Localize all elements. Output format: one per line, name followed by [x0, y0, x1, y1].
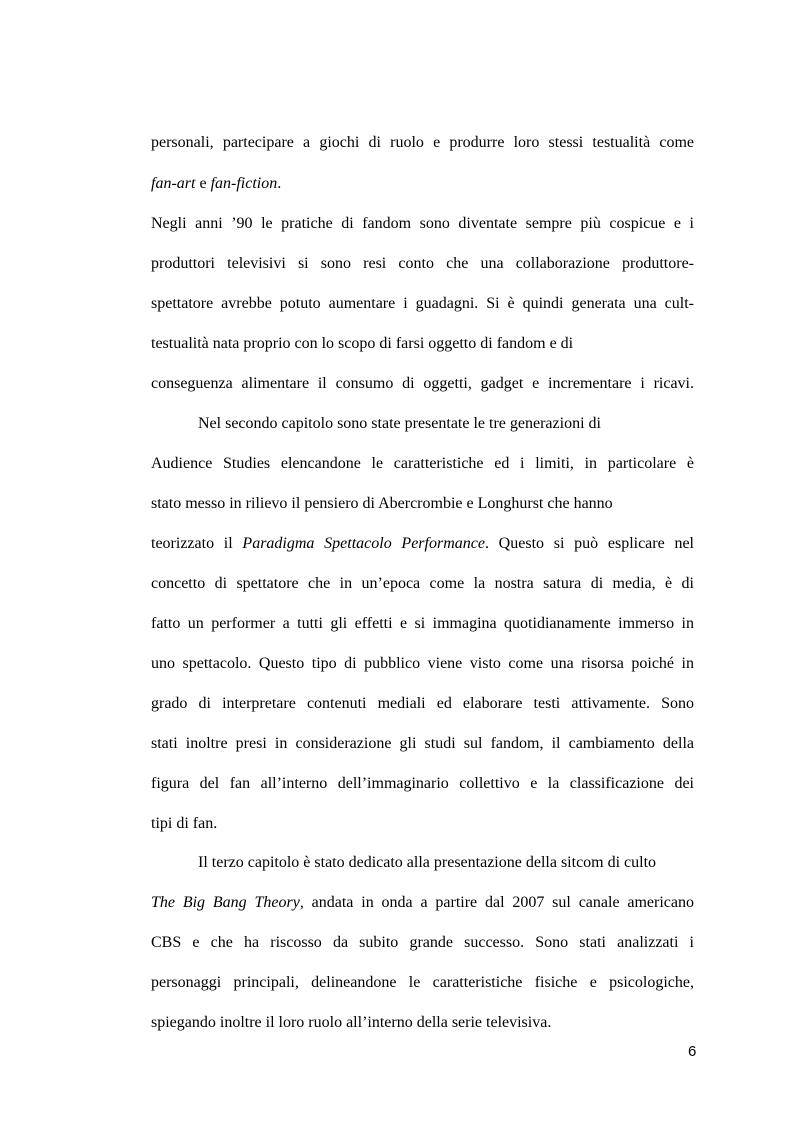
text-line-20: [151, 893, 694, 913]
text-line-17: figura del fan all’interno dell’immaginario collettivo e la classificazione dei: [151, 775, 694, 792]
text-line-2: [151, 174, 281, 194]
text-line-15: grado di interpretare contenuti mediali ed elaborare testi attivamente. Sono: [151, 695, 694, 712]
text-line-1: personali, partecipare a giochi di ruolo e produrre loro stessi testualità come: [151, 134, 694, 151]
text-line-14: uno spettacolo. Questo tipo di pubblico viene visto come una risorsa poiché in: [151, 655, 694, 672]
text-line-10: stato messo in rilievo il pensiero di Abercrombie e Longhurst che hanno: [151, 495, 613, 512]
text-line-22: personaggi principali, delineandone le caratteristiche fisiche e psicologiche,: [151, 974, 694, 991]
text-line-21: CBS e che ha riscosso da subito grande successo. Sono stati analizzati i: [151, 934, 694, 951]
italic-term-fan-fiction: fan-fiction: [210, 175, 278, 192]
text-line-9: Audience Studies elencandone le caratteristiche ed i limiti, in particolare è: [151, 455, 694, 472]
text-fragment: teorizzato il: [151, 535, 243, 552]
text-fragment: . Questo si può esplicare nel: [484, 535, 694, 552]
italic-term-fan-art: fan-art: [151, 175, 196, 192]
text-fragment: , andata in onda a partire dal 2007 sul canale americano: [299, 894, 695, 911]
italic-term-big-bang-theory: The Big Bang Theory: [151, 894, 300, 911]
text-line-3: Negli anni ’90 le pratiche di fandom sono diventate sempre più cospicue e i: [151, 215, 694, 232]
text-line-7: conseguenza alimentare il consumo di oggetti, gadget e incrementare i ricavi.: [151, 375, 694, 392]
text-line-18: tipi di fan.: [151, 815, 218, 832]
italic-term-paradigma: Paradigma Spettacolo Performance: [242, 535, 485, 552]
text-fragment: e: [195, 175, 211, 192]
text-line-11: [151, 534, 694, 554]
text-line-13: fatto un performer a tutti gli effetti e si immagina quotidianamente immerso in: [151, 615, 694, 632]
text-line-4: produttori televisivi si sono resi conto che una collaborazione produttore-: [151, 255, 694, 272]
text-line-5: spettatore avrebbe potuto aumentare i guadagni. Si è quindi generata una cult-: [151, 295, 694, 312]
text-line-12: concetto di spettatore che in un’epoca come la nostra satura di media, è di: [151, 575, 694, 592]
text-fragment: .: [277, 175, 282, 192]
text-line-6: testualità nata proprio con lo scopo di farsi oggetto di fandom e di: [151, 335, 574, 352]
text-line-8: Nel secondo capitolo sono state presentate le tre generazioni di: [198, 415, 601, 432]
text-line-19: Il terzo capitolo è stato dedicato alla presentazione della sitcom di culto: [198, 854, 657, 871]
text-line-23: spiegando inoltre il loro ruolo all’interno della serie televisiva.: [151, 1014, 552, 1031]
text-line-16: stati inoltre presi in considerazione gli studi sul fandom, il cambiamento della: [151, 735, 694, 752]
page-number: 6: [688, 1043, 697, 1060]
